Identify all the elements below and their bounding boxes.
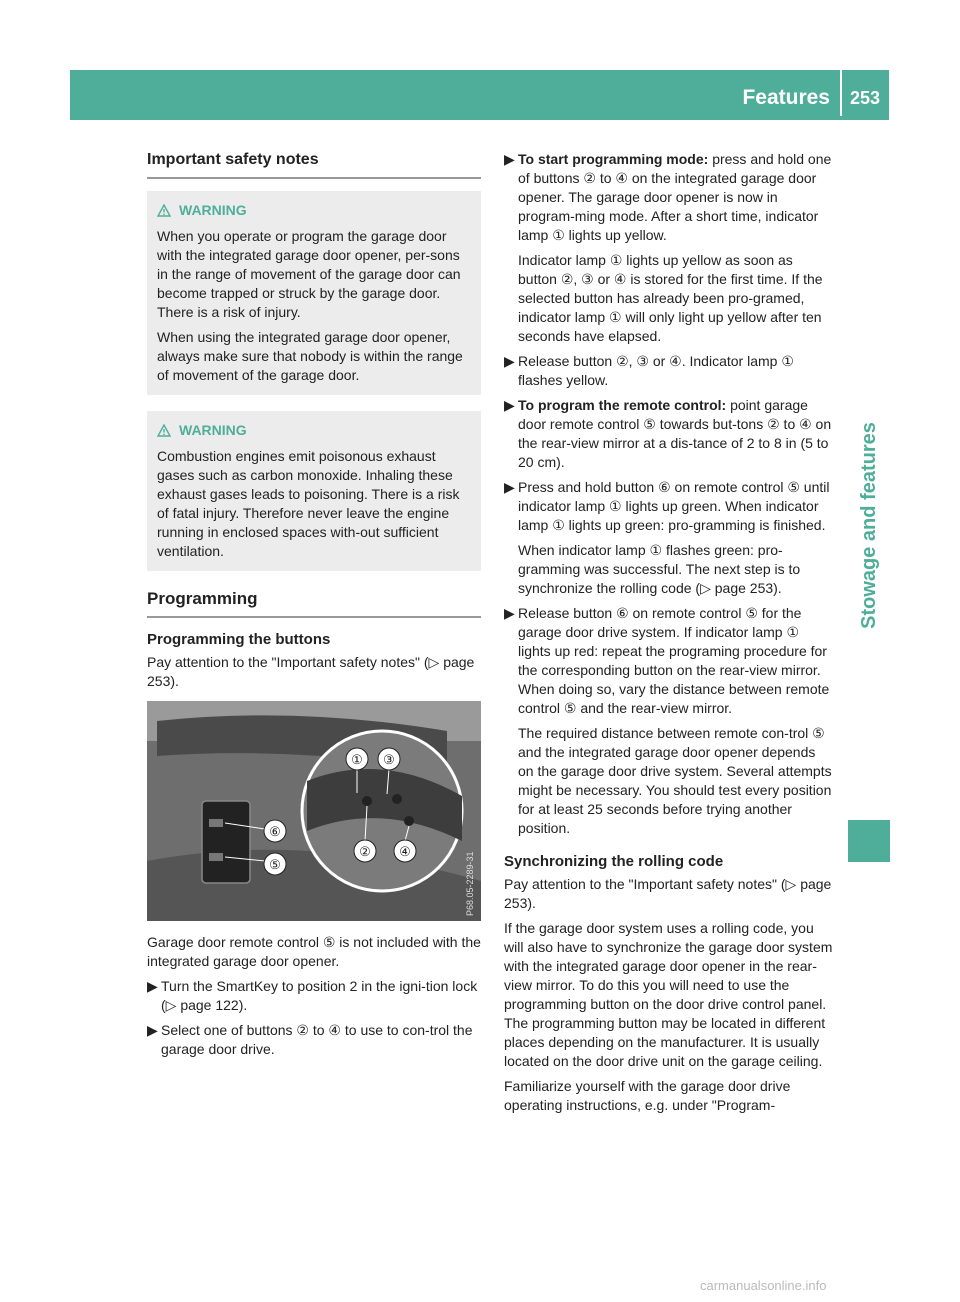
step-text: point garage door remote control ⑤ towards but-tons ② to ④ on the rear-view mirror at a dis-tance of 2 to 8 in (5 to 20 cm). bbox=[518, 397, 832, 470]
step-bold: To program the remote control: bbox=[518, 397, 727, 413]
side-tab-label: Stowage and features bbox=[857, 421, 880, 629]
photo-callout-5: ⑤ bbox=[269, 857, 281, 872]
photo-callout-1: ① bbox=[351, 752, 363, 767]
arrow-icon: ▶ bbox=[147, 1022, 158, 1038]
step-item bbox=[147, 977, 481, 1015]
sync-paragraph-3: Familiarize yourself with the garage door drive operating instructions, e.g. under "Program- bbox=[504, 1078, 791, 1113]
warning-text-1b: When using the integrated garage door opener, always make sure that nobody is within the range of movement of the garage door. bbox=[157, 329, 463, 383]
warning-box-1 bbox=[147, 191, 481, 395]
warning-label-2: WARNING bbox=[179, 422, 247, 438]
header-section bbox=[742, 84, 890, 112]
sync-heading: Synchronizing the rolling code bbox=[504, 853, 724, 870]
warning-title-1 bbox=[157, 201, 473, 220]
photo-callout-4: ④ bbox=[399, 844, 411, 859]
step-text: Select one of buttons ② to ④ to use to con-trol the garage door drive. bbox=[161, 1022, 473, 1057]
step-item bbox=[504, 150, 834, 245]
step-text: press and hold one of buttons ② to ④ on the integrated garage door opener. The garage door opener is now in program-ming mode. After a short time, indicator lamp ① lights up yellow. bbox=[518, 151, 832, 243]
garage-opener-photo bbox=[147, 701, 481, 921]
photo-code: P68.05-2289-31 bbox=[465, 851, 475, 916]
step-text: Release button ⑥ on remote control ⑤ for the garage door drive system. If indicator lamp ① lights up red: repeat the programing procedure for the corresponding button on the rear-view mirror. When doing so, vary the distance between remote control ⑤ and the rear-view mirror. bbox=[518, 605, 830, 716]
warning-triangle-icon bbox=[157, 204, 171, 217]
step-item bbox=[504, 396, 834, 472]
step-extra: Indicator lamp ① lights up yellow as soon as button ②, ③ or ④ is stored for the first time. If the selected button has already been pro-gramed, indicator lamp ① will only light up yellow after ten seconds have elapsed. bbox=[518, 252, 823, 344]
step-text: Turn the SmartKey to position 2 in the igni-tion lock (▷ page 122). bbox=[161, 978, 478, 1013]
warning-text-1a: When you operate or program the garage door with the integrated garage door opener, per-sons in the range of movement of the garage door can become trapped or struck by the garage door. There is a risk of injury. bbox=[157, 228, 461, 320]
step-item bbox=[504, 352, 834, 390]
page-number: 253 bbox=[850, 87, 881, 108]
footer-watermark: carmanualsonline.info bbox=[700, 1278, 827, 1293]
left-column bbox=[147, 150, 481, 1065]
arrow-icon: ▶ bbox=[504, 479, 515, 495]
warning-box-2 bbox=[147, 411, 481, 571]
photo-caption: Garage door remote control ⑤ is not included with the integrated garage door opener. bbox=[147, 934, 481, 969]
step-bold: To start programming mode: bbox=[518, 151, 709, 167]
arrow-icon: ▶ bbox=[504, 353, 515, 369]
step-item bbox=[504, 604, 834, 718]
buttons-heading: Programming the buttons bbox=[147, 631, 331, 648]
warning-triangle-icon bbox=[157, 424, 171, 437]
sync-paragraph-2: If the garage door system uses a rolling code, you will also have to synchronize the garage door system with the integrated garage door opener in the rear-view mirror. To do this you will need to use the programming button on the door drive control panel. The programming button may be located in different places depending on the manufacturer. It is usually located on the door drive unit on the garage ceiling. bbox=[504, 920, 833, 1069]
arrow-icon: ▶ bbox=[504, 605, 515, 621]
warning-label-1: WARNING bbox=[179, 202, 247, 218]
step-extra: The required distance between remote con-trol ⑤ and the integrated garage door opener depends on the garage door drive system. Several attempts might be necessary. You should test every position for at least 25 seconds before trying another position. bbox=[518, 725, 832, 836]
arrow-icon: ▶ bbox=[504, 397, 515, 413]
arrow-icon: ▶ bbox=[147, 978, 158, 994]
programming-heading: Programming bbox=[147, 589, 481, 618]
photo-callout-6: ⑥ bbox=[269, 824, 281, 839]
step-item bbox=[147, 1021, 481, 1059]
step-text: Press and hold button ⑥ on remote control ⑤ until indicator lamp ① lights up green. When indicator lamp ① lights up green: pro-gramming is finished. bbox=[518, 479, 830, 533]
photo-callout-2: ② bbox=[359, 844, 371, 859]
side-tab bbox=[848, 360, 890, 690]
step-item bbox=[504, 478, 834, 535]
section-title: Features bbox=[742, 86, 830, 109]
safety-heading: Important safety notes bbox=[147, 150, 481, 179]
right-column bbox=[504, 150, 834, 1121]
warning-title-2 bbox=[157, 421, 473, 440]
photo-callout-3: ③ bbox=[383, 752, 395, 767]
arrow-icon: ▶ bbox=[504, 151, 515, 167]
side-marker bbox=[848, 820, 890, 862]
buttons-intro: Pay attention to the "Important safety notes" (▷ page 253). bbox=[147, 654, 475, 689]
step-text: Release button ②, ③ or ④. Indicator lamp ① flashes yellow. bbox=[518, 353, 794, 388]
step-extra: When indicator lamp ① flashes green: pro-gramming was successful. The next step is to synchronize the rolling code (▷ page 253). bbox=[518, 542, 801, 596]
warning-text-2: Combustion engines emit poisonous exhaust gases such as carbon monoxide. Inhaling these exhaust gases leads to poisoning. There is a risk of fatal injury. Therefore never leave the engine running in enclosed spaces with-out sufficient ventilation. bbox=[157, 448, 460, 559]
sync-paragraph-1: Pay attention to the "Important safety notes" (▷ page 253). bbox=[504, 876, 832, 911]
